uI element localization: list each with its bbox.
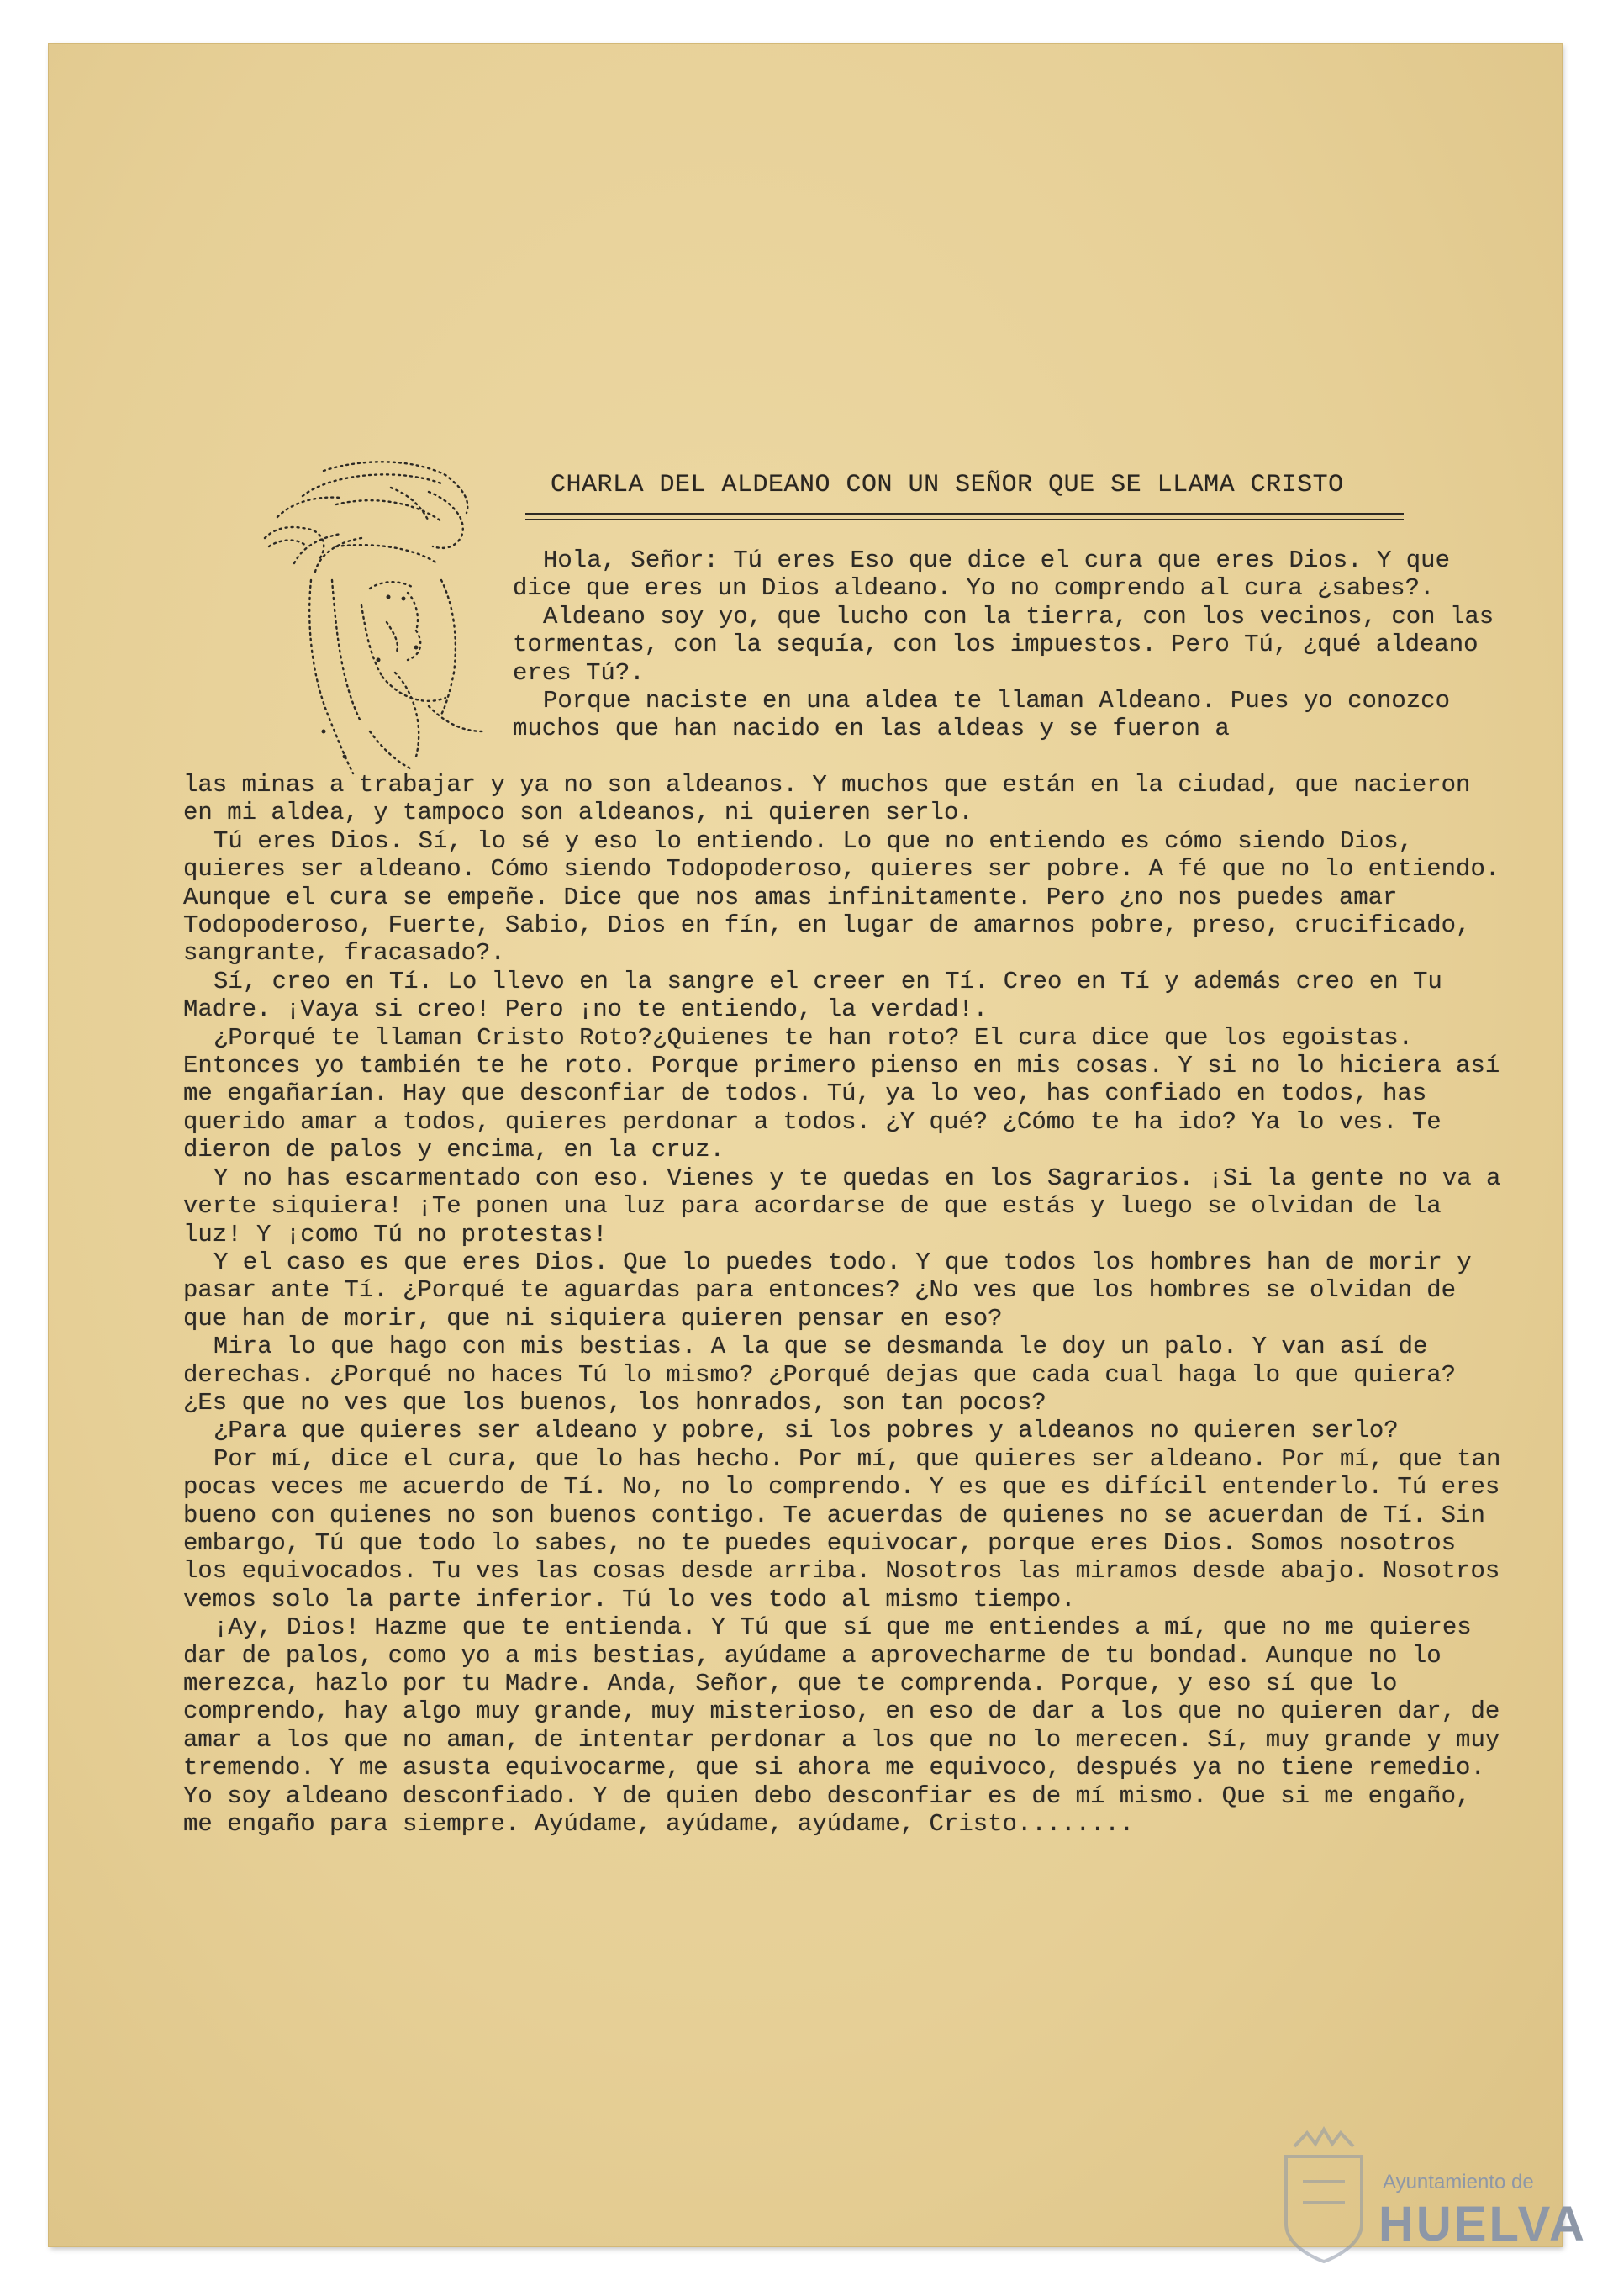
body-paragraph: ¿Porqué te llaman Cristo Roto?¿Quienes te han roto? El cura dice que los egoistas. Entonces yo también te he roto. Porque primero pienso en mis cosas. Y si no lo hiciera así me engañarían. Hay que desconfiar de todos. Tú, ya lo veo, has confiado en todos, has querido amar a todos, quieres perdonar a todos. ¿Y qué? ¿Cómo te ha ido? Ya lo ves. Te dieron de palos y encima, en la cruz. [183,1023,1500,1164]
body-paragraph: Por mí, dice el cura, que lo has hecho. Por mí, que quieres ser aldeano. Por mí, que tan pocas veces me acuerdo de Tí. No, no lo comprendo. Y es que es difícil entenderlo. Tú eres bueno con quienes no son buenos contigo. Te acuerdas de quienes no se acuerdan de Tí. Sin embargo, Tú que todo lo sabes, no te puedes equivocar, porque eres Dios. Somos nosotros los equivocados. Tu ves las cosas desde arriba. Nosotros las miramos desde abajo. Nosotros vemos solo la parte inferior. Tú lo ves todo al mismo tiempo. [183,1444,1501,1613]
body-paragraph: Sí, creo en Tí. Lo llevo en la sangre el creer en Tí. Creo en Tí y además creo en Tu Madre. ¡Vaya si creo! Pero ¡no te entiendo, la verdad!. [183,967,1442,1024]
intro-text-block [513,546,1513,743]
document-title: CHARLA DEL ALDEANO CON UN SEÑOR QUE SE LLAMA CRISTO [551,471,1344,499]
body-paragraph: Tú eres Dios. Sí, lo sé y eso lo entiendo. Lo que no entiendo es cómo siendo Dios, quieres ser aldeano. Cómo siendo Todopoderoso, quieres ser pobre. A fé que no lo entiendo. Aunque el cura se empeñe. Dice que nos amas infinitamente. Pero ¿no nos puedes amar Todopoderoso, Fuerte, Sabio, Dios en fín, en lugar de amarnos pobre, preso, crucificado, sangrante, fracasado?. [183,826,1500,968]
title-underline-1 [525,513,1404,515]
watermark-line1: Ayuntamiento de [1383,2171,1534,2193]
intro-paragraph: Aldeano soy yo, que lucho con la tierra, con los vecinos, con las tormentas, con la sequía, con los impuestos. Pero Tú, ¿qué aldeano eres Tú?. [513,602,1494,687]
body-paragraph: ¿Para que quieres ser aldeano y pobre, si los pobres y aldeanos no quieren serlo? [213,1417,1399,1445]
body-paragraph: Y no has escarmentado con eso. Vienes y te quedas en los Sagrarios. ¡Si la gente no va a verte siquiera! ¡Te ponen una luz para acordarse de que estás y luego se olvidan de la luz! Y ¡como Tú no protestas! [183,1164,1501,1248]
body-text-block [183,771,1511,1838]
intro-paragraph: Porque naciste en una aldea te llaman Aldeano. Pues yo conozco muchos que han nacido en las aldeas y se fueron a [513,687,1450,743]
body-paragraph: las minas a trabajar y ya no son aldeanos. Y muchos que están en la ciudad, que nacieron en mi aldea, y tampoco son aldeanos, ni quieren serlo. [183,771,1471,827]
body-paragraph: Y el caso es que eres Dios. Que lo puedes todo. Y que todos los hombres han de morir y pasar ante Tí. ¿Porqué te aguardas para entonces? ¿No ves que los hombres se olvidan de que han de morir, que ni siquiera quieren pensar en eso? [183,1248,1472,1333]
intro-paragraph: Hola, Señor: Tú eres Eso que dice el cura que eres Dios. Y que dice que eres un Dios aldeano. Yo no comprendo al cura ¿sabes?. [513,546,1450,603]
title-underline-2 [525,519,1404,520]
christ-portrait-drawing [244,454,504,782]
watermark-line2: HUELVA [1378,2197,1587,2251]
body-paragraph: ¡Ay, Dios! Hazme que te entienda. Y Tú que sí que me entiendes a mí, que no me quieres dar de palos, como yo a mis bestias, ayúdame a aprovecharme de tu bondad. Aunque no lo merezca, hazlo por tu Madre. Anda, Señor, que te comprenda. Porque, y eso sí que lo comprendo, hay algo muy grande, muy misterioso, en eso de dar a los que no quieren dar, de amar a los que no aman, de intentar perdonar a los que no lo merecen. Sí, muy grande y muy tremendo. Y me asusta equivocarme, que si ahora me equivoco, después ya no tiene remedio. Yo soy aldeano desconfiado. Y de quien debo desconfiar es de mí mismo. Que si me engaño, me engaño para siempre. Ayúdame, ayúdame, ayúdame, Cristo........ [183,1613,1500,1839]
body-paragraph: Mira lo que hago con mis bestias. A la que se desmanda le doy un palo. Y van así de derechas. ¿Porqué no haces Tú lo mismo? ¿Porqué dejas que cada cual haga lo que quiera? ¿Es que no ves que los buenos, los honrados, son tan pocos? [183,1333,1457,1417]
